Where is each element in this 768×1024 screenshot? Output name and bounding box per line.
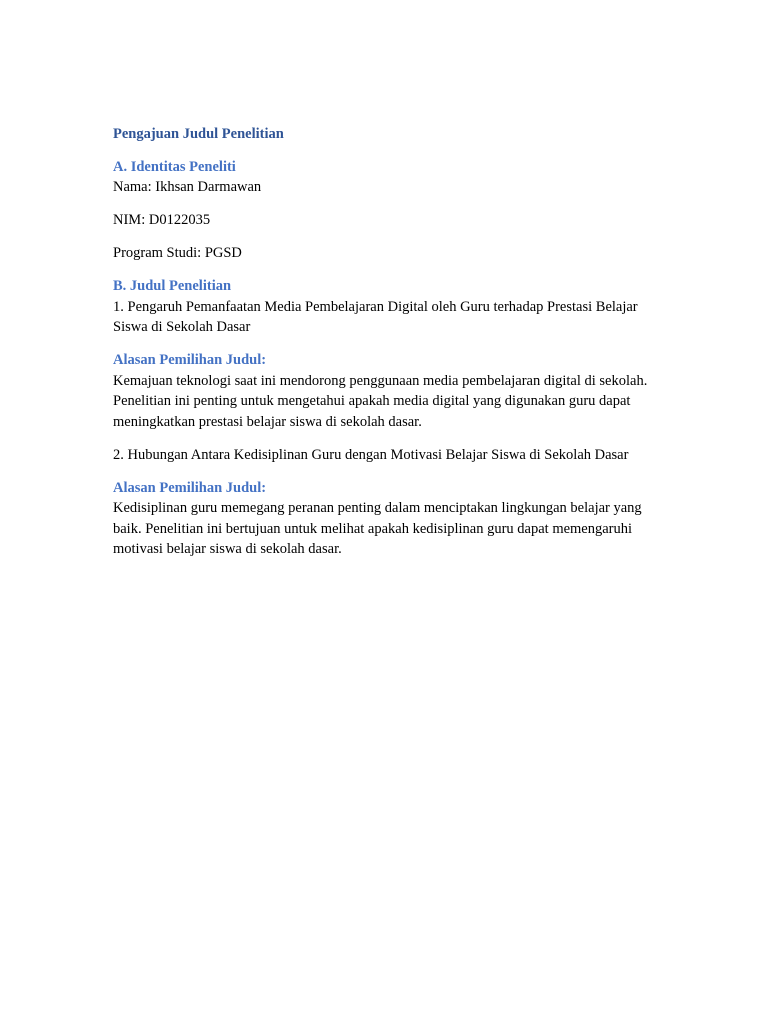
field-nama: Nama: Ikhsan Darmawan xyxy=(113,179,262,195)
reason-heading-2: Alasan Pemilihan Judul: xyxy=(113,479,267,496)
research-title-1: 1. Pengaruh Pemanfaatan Media Pembelajaran Digital oleh Guru terhadap Prestasi Belajar Siswa di Sekolah Dasar xyxy=(113,298,638,335)
reason-text-1: Kemajuan teknologi saat ini mendorong penggunaan media pembelajaran digital di sekolah. Penelitian ini penting untuk mengetahui apakah media digital yang digunakan guru dapat meningkatkan prestasi belajar siswa di sekolah dasar. xyxy=(113,372,648,430)
field-program-studi: Program Studi: PGSD xyxy=(113,245,242,261)
section-judul xyxy=(113,276,658,560)
document-title: Pengajuan Judul Penelitian xyxy=(113,126,284,142)
research-title-2: 2. Hubungan Antara Kedisiplinan Guru dengan Motivasi Belajar Siswa di Sekolah Dasar xyxy=(113,446,629,463)
section-b-heading: B. Judul Penelitian xyxy=(113,278,232,294)
field-nim: NIM: D0122035 xyxy=(113,212,211,228)
section-identitas xyxy=(113,157,658,264)
reason-heading-1: Alasan Pemilihan Judul: xyxy=(113,352,267,368)
reason-text-2: Kedisiplinan guru memegang peranan penting dalam menciptakan lingkungan belajar yang baik. Penelitian ini bertujuan untuk melihat apakah kedisiplinan guru dapat memengaruhi motivasi belajar siswa di sekolah dasar. xyxy=(113,500,642,557)
section-a-heading: A. Identitas Peneliti xyxy=(113,158,236,175)
